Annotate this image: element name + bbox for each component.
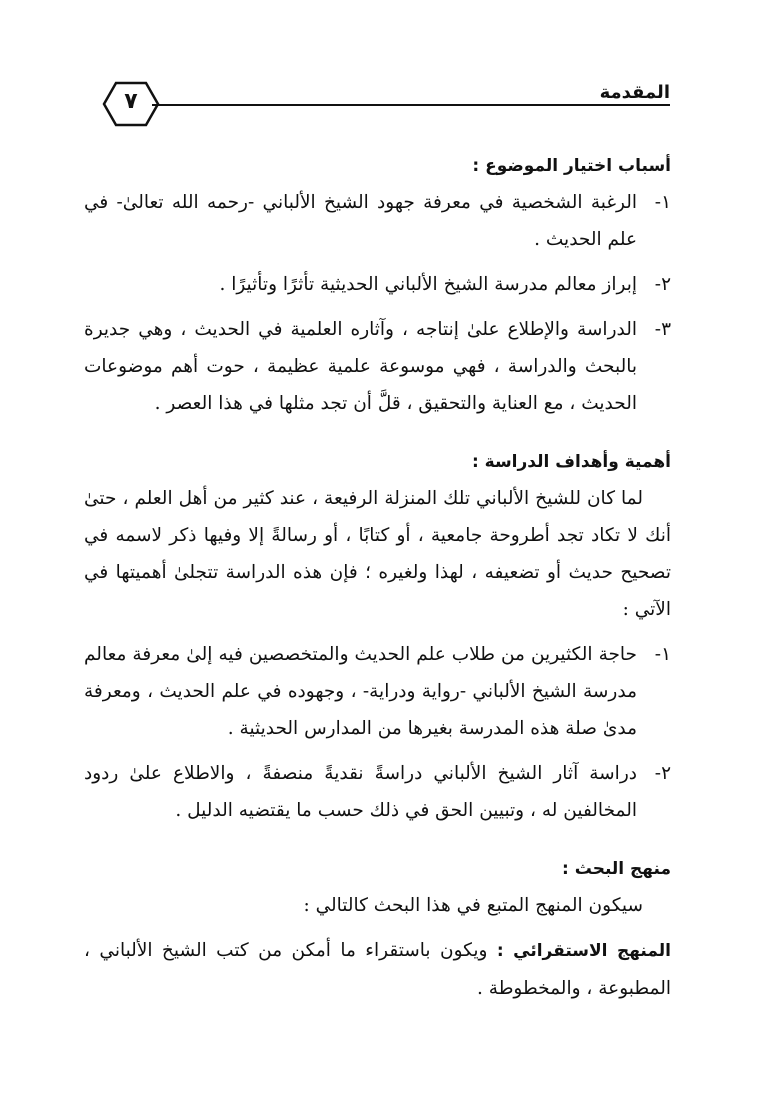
page-number: ٧ — [124, 89, 138, 114]
page-number-badge — [100, 80, 162, 124]
list-item — [84, 266, 671, 303]
inductive-method — [84, 932, 671, 1007]
item-text: الرغبة الشخصية في معرفة جهود الشيخ الألباني -رحمه الله تعالىٰ- في علم الحديث . — [84, 192, 637, 250]
item-number: ٢- — [654, 763, 671, 784]
item-number: ٢- — [654, 274, 671, 295]
page-header — [100, 78, 670, 134]
list-item — [84, 184, 671, 258]
item-text: دراسة آثار الشيخ الألباني دراسةً نقديةً منصفةً ، والاطلاع علىٰ ردود المخالفين له ، وتبيين الحق في ذلك حسب ما يقتضيه الدليل . — [84, 763, 637, 821]
inductive-label: المنهج الاستقرائي : — [496, 941, 671, 961]
item-text: إبراز معالم مدرسة الشيخ الألباني الحديثية تأثرًا وتأثيرًا . — [219, 274, 637, 295]
item-number: ١- — [654, 644, 671, 665]
list-item — [84, 755, 671, 829]
list-item — [84, 311, 671, 422]
header-title: المقدمة — [599, 82, 670, 103]
page-content — [84, 148, 671, 1015]
method-intro: سيكون المنهج المتبع في هذا البحث كالتالي : — [303, 895, 643, 916]
reasons-heading: أسباب اختيار الموضوع : — [472, 156, 671, 176]
header-rule — [152, 104, 670, 106]
item-text: حاجة الكثيرين من طلاب علم الحديث والمتخصصين فيه إلىٰ معرفة معالم مدرسة الشيخ الألباني -رواية ودراية- ، وجهوده في علم الحديث ، ومعرفة مدىٰ صلة هذه المدرسة بغيرها من المدارس الحديثية . — [84, 644, 637, 739]
item-text: الدراسة والإطلاع علىٰ إنتاجه ، وآثاره العلمية في الحديث ، وهي جديرة بالبحث والدراسة ، فهي موسوعة علمية عظيمة ، حوت أهم موضوعات الحديث ، مع العناية والتحقيق ، قلَّ أن تجد مثلها في هذا العصر . — [84, 319, 637, 414]
importance-intro: لما كان للشيخ الألباني تلك المنزلة الرفيعة ، عند كثير من أهل العلم ، حتىٰ أنك لا تكاد تجد أطروحة جامعية ، أو كتابًا ، أو رسالةً إلا وفيها ذكر لاسمه في تصحيح حديث أو تضعيفه ، لهذا ولغيره ؛ فإن هذه الدراسة تتجلىٰ أهميتها في الآتي : — [84, 488, 671, 620]
list-item — [84, 636, 671, 747]
item-number: ١- — [654, 192, 671, 213]
inductive-text: ويكون باستقراء ما أمكن من كتب الشيخ الألباني ، المطبوعة ، والمخطوطة . — [84, 940, 671, 999]
item-number: ٣- — [654, 319, 671, 340]
method-heading: منهج البحث : — [562, 859, 671, 879]
importance-heading: أهمية وأهداف الدراسة : — [471, 452, 671, 472]
